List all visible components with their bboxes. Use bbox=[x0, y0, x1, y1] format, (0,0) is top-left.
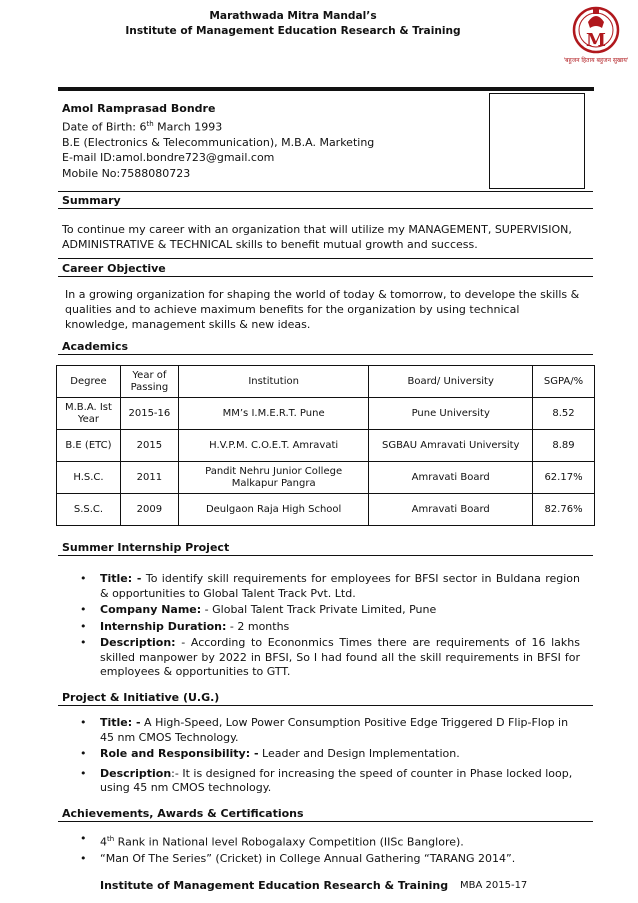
table-cell: 2015 bbox=[120, 430, 178, 462]
achievements-list bbox=[80, 832, 580, 867]
personal-info bbox=[62, 101, 374, 181]
rule bbox=[58, 705, 593, 706]
email-line: E-mail ID:amol.bondre723@gmail.com bbox=[62, 151, 275, 165]
table-header-cell: Degree bbox=[57, 366, 121, 398]
table-cell: MM’s I.M.E.R.T. Pune bbox=[178, 398, 369, 430]
table-cell: Deulgaon Raja High School bbox=[178, 494, 369, 526]
header-divider bbox=[58, 87, 594, 91]
objective-text: In a growing organization for shaping the world of today & tomorrow, to develope the skills & qualities and to achieve maximum benefits for the organization by using technical knowledge, management skills & new ideas. bbox=[65, 288, 580, 331]
list-item: • Description: - According to Econonmics Times there are requirements of 16 lakhs skilled manpower by 2022 in BFSI, So I had found all the skill requirements in BFSI for employees & opportunities to GTT. bbox=[80, 636, 580, 680]
table-cell: 2015-16 bbox=[120, 398, 178, 430]
table-cell: 82.76% bbox=[533, 494, 595, 526]
list-item: • Company Name: - Global Talent Track Private Limited, Pune bbox=[80, 603, 580, 618]
project-title: Project & Initiative (U.G.) bbox=[62, 691, 220, 704]
table-row bbox=[57, 462, 595, 494]
mobile-line: Mobile No:7588080723 bbox=[62, 166, 191, 180]
list-item: • Internship Duration: - 2 months bbox=[80, 620, 580, 635]
objective-title: Career Objective bbox=[62, 262, 166, 275]
rule bbox=[58, 555, 593, 556]
table-cell: Amravati Board bbox=[369, 462, 533, 494]
logo-tagline: 'बहुजन हिताय बहुजन सुखाय' bbox=[563, 57, 629, 64]
table-header-row bbox=[57, 366, 595, 398]
achievements-title: Achievements, Awards & Certifications bbox=[62, 807, 304, 820]
education-line: B.E (Electronics & Telecommunication), M.B.A. Marketing bbox=[62, 135, 375, 149]
table-cell: Amravati Board bbox=[369, 494, 533, 526]
candidate-name: Amol Ramprasad Bondre bbox=[62, 102, 216, 115]
table-cell: 2011 bbox=[120, 462, 178, 494]
rule bbox=[58, 354, 593, 355]
footer-institute: Institute of Management Education Research & Training bbox=[100, 879, 449, 892]
table-cell: Pune University bbox=[369, 398, 533, 430]
table-cell: 8.52 bbox=[533, 398, 595, 430]
academics-table bbox=[56, 365, 595, 526]
table-cell: H.S.C. bbox=[57, 462, 121, 494]
table-header-cell: Year of Passing bbox=[120, 366, 178, 398]
list-item: • “Man Of The Series” (Cricket) in College Annual Gathering “TARANG 2014”. bbox=[80, 852, 580, 867]
rule bbox=[58, 191, 593, 192]
logo-letter: M bbox=[586, 30, 606, 51]
rule bbox=[58, 208, 593, 209]
table-cell: SGBAU Amravati University bbox=[369, 430, 533, 462]
summary-title: Summary bbox=[62, 194, 121, 207]
photo-placeholder bbox=[489, 93, 585, 189]
academics-title: Academics bbox=[62, 340, 129, 353]
summary-text: To continue my career with an organization that will utilize my MANAGEMENT, SUPERVISION, ADMINISTRATIVE & TECHNICAL skills to benefit mutual growth and success. bbox=[62, 223, 572, 251]
table-row bbox=[57, 398, 595, 430]
list-item: • 4th Rank in National level Robogalaxy Competition (IISc Banglore). bbox=[80, 832, 580, 850]
table-header-cell: SGPA/% bbox=[533, 366, 595, 398]
table-row bbox=[57, 494, 595, 526]
table-header-cell: Institution bbox=[178, 366, 369, 398]
list-item: • Title: - A High-Speed, Low Power Consumption Positive Edge Triggered D Flip-Flop in 45 nm CMOS Technology. bbox=[80, 716, 580, 745]
table-cell: M.B.A. Ist Year bbox=[57, 398, 121, 430]
internship-title: Summer Internship Project bbox=[62, 541, 230, 554]
table-cell: B.E (ETC) bbox=[57, 430, 121, 462]
table-cell: 2009 bbox=[120, 494, 178, 526]
header-line-1: Marathwada Mitra Mandal’s bbox=[209, 10, 377, 22]
footer-batch: MBA 2015-17 bbox=[460, 880, 528, 891]
rule bbox=[58, 258, 593, 259]
rule bbox=[58, 276, 593, 277]
table-row bbox=[57, 430, 595, 462]
table-cell: Pandit Nehru Junior College Malkapur Pangra bbox=[178, 462, 369, 494]
rule bbox=[58, 821, 593, 822]
table-cell: H.V.P.M. C.O.E.T. Amravati bbox=[178, 430, 369, 462]
list-item: • Role and Responsibility: - Leader and Design Implementation. bbox=[80, 747, 580, 762]
table-cell: 8.89 bbox=[533, 430, 595, 462]
table-cell: 62.17% bbox=[533, 462, 595, 494]
date-of-birth: Date of Birth: 6th March 1993 bbox=[62, 119, 223, 134]
project-list bbox=[80, 716, 580, 796]
list-item: • Description:- It is designed for increasing the speed of counter in Phase locked loop, using 45 nm CMOS technology. bbox=[80, 767, 580, 796]
list-item: • Title: - To identify skill requirements for employees for BFSI sector in Buldana region & opportunities to Global Talent Track Pvt. Ltd. bbox=[80, 572, 580, 601]
table-header-cell: Board/ University bbox=[369, 366, 533, 398]
header-line-2: Institute of Management Education Research & Training bbox=[125, 25, 461, 37]
internship-list bbox=[80, 572, 580, 680]
table-cell: S.S.C. bbox=[57, 494, 121, 526]
